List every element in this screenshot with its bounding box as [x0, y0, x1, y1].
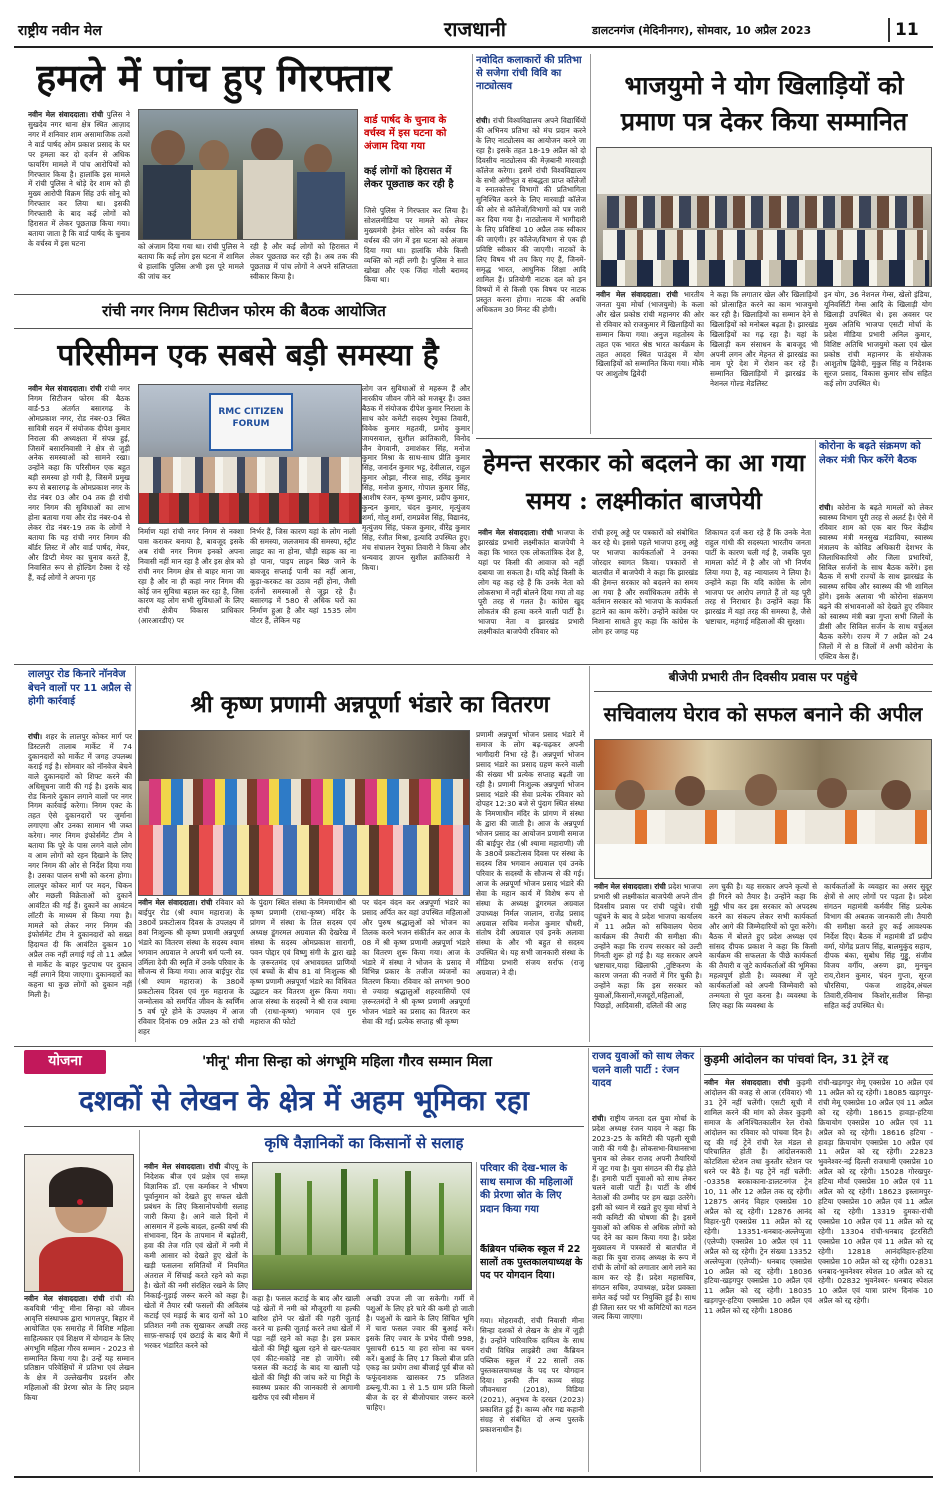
col-rule: [700, 1048, 701, 1472]
section-rule: [14, 1046, 933, 1047]
col-rule: [139, 1130, 140, 1472]
masthead: [0, 0, 945, 44]
a11-kicker: कैंब्रियन पब्लिक स्कूल में 22 सालों तक पुस्तकालयाध्यक्ष के पद पर योगदान दिया।: [480, 1244, 583, 1281]
bhandara-photo: [138, 730, 470, 896]
a5-column-3: शिकायत दर्ज करा रहे हैं कि उनके नेता राहुल गांधी की सदस्यता भारतीय जनता पार्टी के कारण चली गई है, जबकि पूरा मामला कोर्ट में है और जो भी निर्णय लिया गया है, वह न्यायालय ने लिया है। उन्होंने कहा कि यदि कांग्रेस के लोग भाजपा पर आरोप लगाते हैं तो यह पूरी तरह से निराधार है। उन्होंने कहा कि झारखंड में यहां तरह की समस्या है, जैसे भ्रष्टाचार, महंगाई महिलाओं की सुरक्षा।: [705, 528, 811, 627]
newspaper-logo: राष्ट्रीय नवीन मेल: [18, 23, 102, 39]
page-number: 11: [895, 20, 919, 40]
article-yoga-headline: भाजयुमो ने योग खिलाड़ियों को प्रमाण पत्र देकर किया सम्मानित: [620, 71, 908, 137]
vegetable-crop-photo: [252, 1162, 472, 1290]
col-rule: [135, 666, 136, 1042]
a10-kicker: 'मीनू' मीना सिन्हा को अंगभूमि महिला गौरव सम्मान मिला: [202, 1054, 492, 1070]
a13-column-2: रांची-खड़गपुर मेमू एक्सप्रेस 10 अप्रैल एवं 11 अप्रैल को रद्द रहेगी। 18085 खड़गपुर-रांची मेमू एक्सप्रेस 10 अप्रैल एवं 11 अप्रैल को रद्द रहेगी। 18615 हावड़ा-हटिया क्रियायोग एक्सप्रेस 10 अप्रैल एवं 11 अप्रैल को रद्द रहेगी। 18616 हटिया - हावड़ा क्रियायोग एक्सप्रेस 10 अप्रैल एवं 11 अप्रैल को रद्द रहेगी। 22823 भुवनेश्वर-नई दिल्ली राजधानी एक्सप्रेस 10 अप्रैल को रद्द रहेगी। 15028 गोरखपुर-हटिया मौर्या एक्सप्रेस 10 अप्रैल एवं 11 अप्रैल को रद्द रहेगी। 18623 इस्लामपुर-हटिया एक्सप्रेस 10 अप्रैल एवं 11 अप्रैल को रद्द रहेगी। 13319 दुमका-रांची एक्सप्रेस 10 अप्रैल एवं 11 अप्रैल को रद्द रहेगी। 13304 रांची-धनबाद इंटरसिटी एक्सप्रेस 10 अप्रैल एवं 11 अप्रैल को रद्द रहेगी। 12818 आनंदविहार-हटिया एक्सप्रेस 10 अप्रैल को रद्द रहेगी। 02831 धनबाद-भुवनेश्वर स्पेशल 10 अप्रैल को रद्द रहेगी। 02832 भुवनेश्वर- धनबाद स्पेशल 10 अप्रैल एवं यात्रा प्रारंभ दिनांक 10 अप्रैल को रद्द रहेगी।: [818, 1078, 933, 1306]
meena-sinha-portrait: [24, 1154, 134, 1292]
bjp-meeting-photo: [594, 739, 932, 879]
a1-side-head-1: वार्ड पार्षद के चुनाव के वर्चस्व में इस घटना को अंजाम दिया गया: [364, 115, 447, 152]
dateline: डालटनगंज (मेदिनीनगर), सोमवार, 10 अप्रैल 2023: [592, 24, 812, 37]
a6-body: रांची। कोरोना के बढ़ते मामलों को लेकर स्वास्थ्य विभाग पूरी तरह से अलर्ट है। ऐसे में रविवार शाम को एक बार फिर केंद्रीय स्वास्थ्य मंत्री मनसुख मंडाविया, स्वास्थ्य मंत्रालय के कोविड अधिकारी देशभर के जिलाधिकारियों और जिला प्रभारियों, सिविल सर्जनों के साथ बैठक करेंगे। इस बैठक में सभी राज्यों के साथ झारखंड के स्वास्थ्य सचिव और स्वास्थ्य की भी शामिल होंगे। इसके अलावा भी कोरोना संक्रमण बढ़ने की संभावनाओं को देखते हुए रविवार को स्वास्थ्य मंत्री बन्ना गुप्ता सभी जिलों के डीसी और सिविल सर्जन के साथ वर्चुअल बैठक करेंगे। राज्य में 7 अप्रैल को 24 जिलों में से 8 जिलों में अभी कोरोना के एक्टिव केस हैं।: [819, 503, 933, 660]
a1-column-2: को अंजाम दिया गया था। रांची पुलिस ने बताया कि कई लोग इस घटना में शामिल थे हालांकि पुलिस अभी इस पूरे मामले की जांच कर: [138, 242, 244, 281]
a10-column-1: नवीन मेल संवाददाता। रांची रांची की कवयित्री 'मीनू' मीना सिन्हा को जीवन आवृत्ति संस्थापक द्वारा भागलपुर, बिहार में आयोजित एक समारोह में विशिष्ट महिला साहित्यकार एवं शिक्षण में योगदान के लिए अंगभूमि महिला गौरव सम्मान - 2023 से सम्मानित किया गया है। उन्हें यह सम्मान प्रतिष्ठान परिवेक्षियों में प्रतिभा एवं लेखन के क्षेत्र में उल्लेखनीय प्रदर्शन और महिलाओं की प्रेरणा स्रोत के लिए प्रदान किया: [24, 1294, 134, 1403]
a8-column-2: के पुंदाग स्थित संस्था के निमणाधीन श्री कृष्ण प्रणामी (राधा-कृष्ण) मंदिर के प्रांगण में संस्था के तिल सदस्य एवं अध्यक्ष डूंगरमल अग्रवाल की देखरेख में संस्था के सदस्य ओमप्रकाश सारागी, पवन पोद्दार एवं विष्णु संगी के द्वारा खड़े के ज़रूरतमंद एवं अभावग्रस्त प्राणियों एवं बच्चों के बीच 81 वां निःशुल्क श्री कृष्ण प्रणामी अन्नपूर्णा भंडारे का विधिवत उद्घाटन कर वितरण शुरू किया गया। आज संस्था के सदस्यों ने श्री राज श्यामा जी (राधा-कृष्ण) भगवान एवं गुरु महाराज की फोटो: [250, 898, 356, 1027]
section-rule: [594, 691, 932, 692]
col-rule: [590, 54, 591, 434]
yoga-group-photo: [596, 147, 932, 287]
section-rule: [476, 438, 932, 439]
a1-column-3: रही है और कई लोगों को हिरासत में लेकर पूछताछ कर रही है। अब तक की पूछताछ में पांच लोगों ने अपने संलिप्तता स्वीकार किया है।: [250, 242, 358, 281]
article-drama-headline: नवोदित कलाकारों की प्रतिभा से सजेगा रांची विवि का नाट्योत्सव: [476, 55, 582, 92]
a8-headline: श्री कृष्ण प्रणामी अन्नपूर्णा भंडारे का वितरण: [190, 691, 550, 718]
a8-column-4: प्रणामी अन्नपूर्णा भोजन प्रसाद भंडारे में समाज के लोग बढ़-चढ़कर अपनी भागीदारी निभा रहे हैं। अन्नपूर्णा भोजन प्रसाद भंडारे का प्रसाद ग्रहण करने वाली की संख्या भी प्रत्येक सप्ताह बढ़ती जा रही है। प्रणामी निःशुल्क अन्नपूर्णा भोजन प्रसाद भंडारे की सेवा प्रत्येक रविवार को दोपहर 12:30 बजे से पुंदाग स्थित संस्था के निमणाधीन मंदिर के प्रांगण में संस्था के द्वारा की जाती है। आज के अन्नपूर्णा भोजन प्रसाद का आयोजन प्रणामी समाज की बाईपुर रोड (श्री श्यामा महाराणी) जी के 380वें प्रकटोत्सव दिवस पर संस्था के सदस्य शिव भगवान अग्रवाल एवं उनके परिवार के सदस्यों के सौजन्य से की गई। आज के अन्नपूर्णा भोजन प्रसाद भंडारे की सेवा के महान कार्य में विशेष रूप से संस्था के अध्यक्ष डूंगरमल अग्रवाल उपाध्यक्ष निर्मल जालान, राजेंद्र प्रसाद अग्रवाल सचिव मनोज कुमार चौधरी, संतोष देवी अग्रवाल एवं इनके अलावा संस्था के और भी बहुत से सदस्य उपस्थित थे। यह सभी जानकारी संस्था के मीडिया प्रभारी संजय सर्राफ (राजू अग्रवाल) ने दी।: [476, 730, 584, 978]
a9-column-2: लग चुकी है। यह सरकार अपने कृत्यों से ही गिरने को तैयार है। उन्होंने कहा कि मुट्ठी भीच कर इस सरकार को अपदस्थ करने का संकल्प लेकर सभी कार्यकर्ता और आगे की जिम्मेदारियों को पूरा करेंगे। बैठक में बोलते हुए प्रदेश अध्यक्ष एवं सांसद दीपक प्रकाश ने कहा कि किसी कार्यक्रम की सफलता के पीछे कार्यकर्ता की तैयारी व जुटे कार्यकर्ताओं की भूमिका महत्वपूर्ण होती है। व्यवस्था में जुटे कार्यकर्ताओं को अपनी जिम्मेवारी को तन्मयता से पूरा करना है। व्यवस्था के लिए कहा कि व्यवस्था के: [709, 882, 817, 1011]
col-rule: [588, 1048, 589, 1472]
a3-column-1: नवीन मेल संवाददाता। रांची भारतीय जनता युवा मोर्चा (भाजयुमो) के कला और खेल प्रकोष्ठ रांची महानगर की ओर से रविवार को राजकुमार में खिलाड़ियों का सम्मान किया गया। अनुज महतोस्य के तहत एक भारत श्रेष्ठ भारत कार्यक्रम के तहत आदरा स्थित पाउंड्स में योग खिलाड़ियों को सम्मानित किया गया। मौके पर आशुतोष द्विवेदी: [596, 290, 704, 379]
a12-headline: राजद युवाओं को साथ लेकर चलने वाली पार्टी : रंजन यादव: [592, 1051, 695, 1089]
section-rule: [704, 1074, 933, 1075]
section-rule: [24, 1126, 584, 1127]
col-rule: [589, 666, 590, 1042]
yojana-label: योजना: [24, 1050, 106, 1074]
a10-column-2: नवीन मेल संवाददाता। रांची बीएयू के निदेशक बीज एवं प्रक्षेत्र एवं सब्ज़ विज्ञानिक डॉ. एस कर्माकर ने भीषण पूर्वानुमान को देखते हुए सफल खेती प्रबंधन के लिए किसानोपयोगी सलाह जारी किया है। आने वाले दिनों में आसमान में हल्के बादल, हल्की वर्षा की संभावना, दिन के तापमान में बढ़ोतरी, हवा की तेज गति एवं खेतों में नमी में कमी आसार को देखते हुए खेतों के खड़ी फसलना समितियों में नियमित अंतराल में सिंचाई करते रहने को कहा है। खेतों की नमी संरक्षित रखने के लिए निकाई-गुड़ाई जरूर करने को कहा है। खेतों में तैयार रबी फसलों की अविलंब कटाई एवं मड़ाई के बाद दानों को 10 प्रतिशत नमी तक सुखाकर अच्छी तरह साफ़-सफाई एवं छटाई के बाद बैगों में भरकर भंडारित करने को: [144, 1162, 248, 1350]
a4-column-2: निर्माण यहां रांची नगर निगम से नक्शा पास कराकर बनाया है, बावजूद इसके अब रांची नगर निगम इनको अपना निवासी नहीं मान रहा है और इस क्षेत्र को रांची नगर निगम क्षेत्र से बाहर माना जा रहा है और ना ही कहां नगर निगम की कोई जन सुविधा बहाल कर रहा है, जिस कारण यह लोग सभी सुविधाओं के लिए रांची क्षेत्रीय विकास प्राधिकार (आरआरडीए) पर: [138, 527, 244, 626]
a9-column-3: कार्यकर्ताओं के व्यवहार का असर सुदूर क्षेत्रों से आए लोगों पर पड़ता है। प्रदेश संगठन महामंत्री कर्मवीर सिंह प्रत्येक विभाग की अबतक जानकारी ली। तैयारी की समीक्षा करते हुए कई आवश्यक निर्देश दिए। बैठक में महामंत्री डॉ प्रदीप वर्मा, योगेंद्र प्रताप सिंह, बालमुकुंद सहाय, दीपक बंका, सुबोध सिंह गुड्डू, संजीव विजय वर्गीय, अरुण झा, मुनचुन राय,रोशन कुमार, चंदन गुप्ता, सूरज चौरसिया, पंकज शाहदेव,अंचल तिवारी,रविनाथ किशोर,सतीश सिन्हा सहित कई उपस्थित थे।: [824, 882, 932, 1011]
section-rule: [14, 294, 472, 295]
a1-side-head-2: कई लोगों को हिरासत में लेकर पूछताछ कर रही है: [364, 166, 454, 190]
a12-body: रांची। राष्ट्रीय जनता दल युवा मोर्चा के प्रदेश अध्यक्ष रंजन यादव ने कहा कि 2023-25 के कमिटी की पहली सूची जारी की गयी है। लोकसभा-विधानसभा चुनाव को लेकर राजद अपनी तैयारियों में जुट गया है। युवा संगठन की रीढ़ होते हैं। हमारी पार्टी युवाओं को साथ लेकर चलने वाली पार्टी है। पार्टी के शीर्ष नेताओं की उम्मीद पर हम खड़ा उतरेंगे। इसी को ध्यान में रखते हुए युवा मोर्चा ने नयी कमिटी की घोषणा की है। इसमें युवाओं को अधिक से अधिक लोगों को पद देने का काम किया गया है। प्रदेश मुख्यालय में पत्रकारों से बातचीत में कहा कि युवा राजद अध्यक्ष के रूप में रांची के लोगों को लगातार आगे लाने का काम कर रहे हैं। प्रदेश महासचिव, संगठन सचिव, उपाध्यक्ष, प्रदेश प्रवक्ता समेत कई पदों पर नियुक्ति हुई है। साथ ही जिला स्तर पर भी कमिटियों का गठन जल्द किया जाएगा।: [592, 1114, 696, 1322]
a5-headline: हेमन्त सरकार को बदलने का आ गया समय : लक्ष्मीकांत बाजपेयी: [482, 448, 806, 516]
a4-column-4: लोग जन सुविधाओं से महरूम हैं और नारकीय जीवन जीने को मजबूर हैं। उक्त बैठक में संयोजक दीपेश कुमार निराला के साथ कोर कमेटी सदस्य रेणुका तिवारी, विवेक कुमार महतवी, प्रमोद कुमार जायसवाल, सुशील क्रांतिकारी, विनोद जैन वेगवानी, उमाशंकर सिंह, मनोज कुमार मिश्रा के साथ-साथ प्रीति कुमार सिंह, जनार्दन कुमार भट्ट, देवीलाल, राहुल कुमार ओझा, नीरज साह, रविंद्र कुमार सिंह, मनोज कुमार, गोपाल कुमार सिंह, आशीष रंजन, कृष्ण कुमार, प्रदीप कुमार, कुन्दन कुमार, चंदन कुमार, मृत्युंजय शर्मा, गोलू शर्मा, रामप्रवेश सिंह, विद्यानंद, मृत्युंजय सिंह, पंकज कुमार, वीरेंद्र कुमार सिंह, रंजीत मिश्रा, इत्यादि उपस्थित हुए। मंच संचालन रेणुका तिवारी ने किया और धन्यवाद ज्ञापन सुशील क्रांतिकारी ने किया।: [362, 384, 470, 572]
a7-headline: लालपुर रोड किनारे नॉनवेज बेचने वालों पर 11 अप्रैल से होगी कार्रवाई: [28, 669, 132, 707]
a8-column-3: पर चंदन वंदन कर अन्नपूर्णा भंडारे का प्रसाद अर्पित कर वहां उपस्थित महिलाओं और पुरुष श्रद्धालुओं को भोजन का तिलक करने भजन संकीर्तन कर आज के 08 में श्री कृष्ण प्रणामी अन्नपूर्णा भंडारे का वितरण शुरू किया गया। आज के भंडारे में संस्था ने भोजन के प्रसाद में विभिन्न प्रकार के तजीज व्यंजनों का वितरण किया। रविवार को लगभग 900 से ज्यादा श्रद्धालुओं शहरवासियों एवं ज़रूरतमंदों ने श्री कृष्ण प्रणामी अन्नपूर्णा भोजन भंडारे का प्रसाद का वितरण कर सेवा की गई। प्रत्येक सप्ताह श्री कृष्ण: [362, 898, 470, 1027]
a4-kicker: रांची नगर निगम सिटीजन फोरम की बैठक आयोजित: [102, 302, 386, 320]
section-name: राजधानी: [444, 17, 506, 41]
a5-column-1: नवीन मेल संवाददाता। रांची भाजपा के झारखंड प्रभारी लक्ष्मीकांत बाजपेयी ने कहा कि भारत एक लोकतांत्रिक देश है, यहां पर किसी की आवाज को नहीं दबाया जा सकता है। यदि कोई किसी के लोग यह कह रहे हैं कि उनके नेता को लोकसभा में नहीं बोलने दिया गया तो वह पूरी तरह से गलत है। कांग्रेस खुद लोकतंत्र की हत्या करने वाली पार्टी है। भाजपा नेता व झारखंड प्रभारी लक्ष्मीकांत बाजपेयी रविवार को: [478, 528, 584, 637]
masthead-rule: [14, 46, 933, 48]
a9-column-1: नवीन मेल संवाददाता। रांची प्रदेश भाजपा प्रभारी श्री लक्ष्मीकांत बाजपेयी अपने तीन दिवसीय प्रवास पर रांची पहुंचे। रांची पहुंचने के बाद वे प्रदेश भाजपा कार्यालय में 11 अप्रैल को सचिवालय घेराव कार्यक्रम की तैयारी की समीक्षा की। उन्होंने कहा कि राज्य सरकार को उल्टी गिनती शुरू हो गई है। यह सरकार अपने भ्रष्टाचार,यादा खिलाफी ,तुष्टिकरण के कारण जनता की नजरों में गिर चुकी है। उन्होंने कहा कि इस सरकार को युवाओं,किसानों,मजदूरों,महिलाओं, पिछड़ों, आदिवासी, दलितों की आह: [594, 882, 702, 1011]
a13-column-1: नवीन मेल संवाददाता। रांची कुड़मी आंदोलन की वजह से आज (रविवार) भी 31 ट्रेनें नहीं चलेंगी। एसटी सूची में शामिल करने की मांग को लेकर कुड़मी समाज के अनिश्चितकालीन रेल रोको आंदोलन का रविवार को पांचवा दिन है। रद्द की गई ट्रेनें रांची रेल मंडल से परिचालित होती हैं। आंदोलनकारी कोटशिला स्टेशन तथा कुस्तौर स्टेशन पर धरने पर बैठे हैं। यह ट्रेनें नहीं चलेंगी: -03358 बरकाकाना-डालटनगंज ट्रेन 10, 11 और 12 अप्रैल तक रद्द रहेगी। 12875 आनंद विहार एक्सप्रेस 10 अप्रैल को रद्द रहेगी। 12876 आनंद विहार-पुरी एक्सप्रेस 11 अप्रैल को रद्द रहेगी। 13351-धनबाद-अल्लेप्पुजा (एलेप्पी) एक्सप्रेस 10 अप्रैल एवं 11 अप्रैल को रद्द रहेगी। ट्रेन संख्या 13352 अल्लेप्पुजा (एलेप्पी)- धनबाद एक्सप्रेस 10 अप्रैल को रद्द रहेगी। 18036 हटिया-खड़गपुर एक्सप्रेस 10 अप्रैल एवं 11 अप्रैल को रद्द रहेगी। 18035 खड़गपुर-हटिया एक्सप्रेस 10 अप्रैल एवं 11 अप्रैल को रद्द रहेगी। 18086: [704, 1078, 812, 1316]
a4-headline: परिसीमन एक सबसे बड़ी समस्या है: [57, 338, 439, 373]
citizen-forum-photo: [138, 384, 362, 524]
a11-body: गया। मोहरावदी, रांची निवासी मीना सिन्हा दशकों से लेखन के क्षेत्र में जुड़ी हैं। उन्होंने पारिवारिक दायित्व के साथ रांची विधिन्न लाइब्रेरी तथा कैंब्रियन पब्लिक स्कूल में 22 सालों तक पुस्तकालयाध्यक्ष के पद पर योगदान दिया। इनकी तीन काव्य संग्रह जीवनधारा (2018), विडिया (2021), अनुभव के दरख्त (2023) प्रकाशित हुई हैं। काव्य और गद्य कहानी संग्रह से संबंधित दो अन्य पुस्तकें प्रकाशनाधीन हैं।: [480, 1316, 584, 1435]
bottom-rule: [14, 1476, 933, 1478]
a7-body: रांची। शहर के लालपुर कोकर मार्ग पर डिस्टलरी तालाब मार्केट में 74 दुकानदारों को मार्केट में जगह उपलब्ध कराई गई है। सोमवार को नॉनवेज बेचने वाले दुकानदारों को शिफ्ट करने की अधिसूचना जारी की गई है। इसके बाद रोड किनारे दुकान लगाने वालों पर नगर निगम कार्रवाई करेगा। निगम एक्ट के तहत ऐसे दुकानदारों पर जुर्माना लगाएगा और उनका सामान भी जब्त करेगा। नगर निगम इंफोर्समेंट टीम ने बताया कि पूरे के पास लगने वाले लोग व आम लोगों को रहन दिखाने के लिए नगर निगम की ओर से निर्देश दिया गया है। उसका पालन सभी को करना होगा। लालपुर कोकर मार्ग पर मदन, चिकन और मछली विक्रेताओं को दुकानें आवंटित की गई हैं। दुकानें का आवंटन लॉटरी के माध्यम से किया गया है। मामले को लेकर नगर निगम की इंफोर्समेंट टीम ने दुकानदारों को सख्त हिदायत दी कि आवंटित दुकान 10 अप्रैल तक नहीं लगाई गई तो 11 अप्रैल से मार्केट के बाहर फुटपाथ पर दुकान नहीं लगाने दिया जाएगा। दुकानदारों का कहना था कुछ लोगों को दुकान नहीं मिली है।: [28, 732, 132, 999]
a13-headline: कुड़मी आंदोलन का पांचवां दिन, 31 ट्रेनें रद्द: [704, 1052, 889, 1066]
a5-column-2: रांची हरमू अड्डे पर पत्रकारों को संबोधित कर रहे थे। इससे पहले भाजपा हरमू अड्डे पर भाजपा कार्यकर्ताओं ने उनका जोरदार स्वागत किया। पत्रकारों से बातचीत में बाजपेयी ने कहा कि झारखंड की हेमन्त सरकार को बदलने का समय आ गया है और सर्वाधिकतम तरीके से वर्तमान सरकार को भाजपा के कार्यकर्ता हटाने का काम करेंगे। उन्होंने कांग्रेस पर निशाना साधते हुए कहा कि कांग्रेस के लोग हर जगह यह: [592, 528, 698, 637]
a3-column-3: इन योग, 36 नेशनल गेम्स, खेलो इंडिया, यूनिवर्सिटी गेम्स आदि के खिलाड़ी योग खिलाड़ी उपस्थित थे। इस अवसर पर मुख्य अतिथि भाजपा एसटी मोर्चा के प्रदेश मीडिया प्रभारी अनिल कुमार, विशिष्ट अतिथि भाजयुमो कला एवं खेल प्रकोष्ठ रांची महानगर के संयोजक आशुतोष द्विवेदी, मुकुल सिंह व निदेशक सूरज प्रसाद, विकास कुमार सोंथ सहित कई लोग उपस्थित थे।: [824, 290, 932, 389]
a10-column-4: अच्छी उपज ली जा सकेगी। गर्मी में पशुओं के लिए हरे चारे की कमी हो जाती है। पशुओं के खाने के लिए सिंचित भूमि में चारा फसल ज्वार की बुआई करें। इसके लिए ज्वार के प्रभेद पीसी 998, पूसाचरी 615 या हरा सोना का चयन करें। बुआई के लिए 17 किलो बीज प्रति एकड़ का प्रयोग तथा बीजाई पूर्व बीज को फफूंदनाशक खासकर 75 प्रतिशत डब्ल्यू.पी.का 1 से 1.5 ग्राम प्रति किलो बीज के दर से बीजोपचार जरूर करने चाहिए।: [366, 1294, 474, 1413]
masthead-divider: [888, 18, 890, 42]
a9-kicker: बीजेपी प्रभारी तीन दिवसीय प्रवास पर पहुंचे: [668, 670, 858, 684]
a9-headline: सचिवालय घेराव को सफल बनाने की अपील: [603, 702, 923, 726]
a1-column-1: नवीन मेल संवाददाता। रांची पुलिस ने सुखदेव नगर थाना क्षेत्र स्थित आज़ाद नगर में शनिवार शाम असामाजिक तत्वों ने वार्ड पार्षद ओम प्रकाश प्रसाद के घर पर हमला कर दो दर्जन से अधिक फायरिंग मामले में पांच आरोपियों को गिरफ्तार किया है। हालांकि इस मामले में रांची पुलिस ने थोड़े देर शाम को ही मुख्य आरोपी विक्रम सिंह उर्फ सोनू को गिरफ्तार कर लिया था। इसकी गिरफ्तारी के बाद कई लोगों को हिरासत में लेकर पूछताछ किया गया। बताया जाता है कि वार्ड पार्षद के चुनाव के वर्चस्व में इस घटना: [28, 110, 130, 248]
a1-column-4: जिसे पुलिस ने गिरफ्तार कर लिया है। सोशलमीडिया पर मामले को लेकर मुख्यमंत्री हेमंत सोरेन को वर्चस्व कि वर्चस्व की जंग में इस घटना को अंजाम दिया गया था। हालांकि मौके किसी व्यक्ति को नहीं लगी है। पुलिस ने सात खोखा और एक जिंदा गोली बरामद किया था।: [364, 206, 468, 285]
col-rule: [815, 440, 816, 660]
a10-headline: दशकों से लेखन के क्षेत्र में अहम भूमिका रहा: [79, 1084, 529, 1117]
a11-headline: परिवार की देख-भाल के साथ समाज की महिलाओं की प्रेरणा स्रोत के लिए प्रदान किया गया: [480, 1163, 573, 1215]
col-rule: [472, 54, 473, 434]
a10-subhead: कृषि वैज्ञानिकों का किसानों से सलाह: [264, 1134, 464, 1152]
a10-column-3: कहा है। फसल कटाई के बाद और खाली पड़े खेतों में नमी को मौजूदगी या हल्की बारिश होने पर खेतों की गहरी जुताई करने या हल्की जुताई करने तथा खेतों में पड़ा नहीं रहने को कहा है। इस प्रकार खेतों की मिट्टी खुला रहने से खर-पतवार एवं कीट-मकोड़े नष्ट हो जायेंगे। रबी फसल की कटाई के बाद या खाली पड़े खेतों की मिट्टी की जांच करें या मिट्टी के स्वास्थ्य प्रकार की जानकारी से आगामी खरीफ एवं रबी मौसम में: [252, 1294, 360, 1403]
a8-column-1: नवीन मेल संवाददाता। रांची रविवार को बाईपुर रोड (श्री श्याम महाराज) के 380वें प्रकटोत्सव दिवस के उपलक्ष्य में 8वां निःशुल्क श्री कृष्ण प्रणामी अन्नपूर्णा भंडारे का वितरण संस्था के सदस्य श्याम भगवान अग्रवाल ने अपनी धर्म पत्नी स्व. उर्मिला देवी की स्मृति में उनके परिवार के सौजन्य से किया गया। आज बाईपुर रोड (श्री श्याम महाराज) के 380वें प्रकटोत्सव दिवस एवं गुरु महाराज के जन्मोत्सव को समर्पित जीवन के स्वर्णिम 5 वर्ष पूरे होने के उपलक्ष्य में आज रविवार दिनांक 09 अप्रैल 23 को रांची शहर: [138, 898, 244, 1036]
section-rule: [14, 328, 472, 329]
article-arrest-headline: हमले में पांच हुए गिरफ्तार: [36, 55, 392, 100]
a6-headline: कोरोना के बढ़ते संक्रमण को लेकर मंत्री फिर करेंगे बैठक: [819, 441, 921, 466]
a4-column-3: निर्भर हैं, जिस कारण यहां के लोग नाली की समस्या, जलजमाव की समस्या, स्ट्रीट लाइट का ना होना, चौड़ी सड़क का ना हो पाना, पाइप लाइन बिछ जाने के बावजूद सप्लाई पानी का नहीं आना, कूड़ा-करकट का उठाव नहीं होना, जैसी दर्जनों समस्याओं से जूझ रहे हैं। बसारगढ़ में 580 से अधिक घरों का निर्माण हुआ है और यहां 1535 लोग वोटर हैं, लेकिन यह: [250, 527, 356, 626]
a3-column-2: ने कहा कि लगातार खेल और खिलाड़ियों को प्रोत्साहित करने का काम भाजयुमो कर रही है। खिलाड़ियों का सम्मान देने से खिलाड़ियों को मनोबल बढ़ता है। झारखंड खिलाड़ियों का गढ़ रहा है। यहां के खिलाड़ी कम संसाधन के बावजूद भी अपनी लगन और मेहनत से झारखंड का नाम पूरे देश में रोशन कर रहे हैं। सम्मानित खिलाड़ियों में झारखंड के नेशनल गोल्ड मेडलिस्ट: [710, 290, 818, 389]
section-rule: [14, 664, 933, 665]
a4-column-1: नवीन मेल संवाददाता। रांची रांची नगर निगम सिटीजन फोरम की बैठक वार्ड-53 अंतर्गत बसारगढ़ के ओमप्रकाश नगर, रोड नंबर-03 स्थित सावित्री सदन में संयोजक दीपेश कुमार निराला की अध्यक्षता में संपन्न हुई, जिसमें बसारनिवासी ने क्षेत्र से जुड़ी अनेक समस्याओं को सामने रखा। उन्होंने कहा कि परिसीमन एक बहुत बड़ी समस्या हो गयी है, जिसमें प्रमुख रूप से बसारगढ़ के ओमप्रकाश नगर के रोड नंबर 03 और 04 तक ही रांची नगर निगम की सुविधाओं का लाभ होना बताया गया और रोड नंबर-04 से लेकर रोड नंबर-19 तक के लोगों ने बताया कि यह रांची नगर निगम की बॉर्डर लिस्ट में और वार्ड पार्षद, मेयर, और डिप्टी मेयर का चुनाव करते हैं, निवासित रूप से होल्डिंग टैक्स दे रहे हैं, कई लोगों ने अपना गृह: [28, 384, 130, 582]
col-rule: [476, 1162, 477, 1472]
article-drama-body: रांची। रांची विश्वविद्यालय अपने विद्यार्थियों की अभिनय प्रतिभा को मंच प्रदान करने के लिए नाट्योत्सव का आयोजन करने जा रहा है। इसके तहत 18-19 अप्रैल को दो दिवसीय नाट्योत्सव की मेज़बानी मारवाड़ी कॉलेज करेगा। इसमें रांची विश्वविद्यालय के सभी अंगीभूत व संबद्धता प्राप्त कॉलेजों व स्नातकोत्तर विभागों की प्रतिभागिता सुनिश्चित करने के लिए मारवाड़ी कॉलेज की ओर से कॉलेजों/विभागों को पत्र जारी कर दिया गया है। नाट्योत्सव में भागीदारी के लिए प्रविष्टियां 10 अप्रैल तक स्वीकार की जाएंगी। हर कॉलेज/विभाग से एक ही प्रविष्टि स्वीकार की जाएगी। नाटकों के लिए विषय भी तय किए गए हैं, जिनमें- समृद्ध भारत, आधुनिक शिक्षा आदि शामिल हैं। प्रतियोगी नाटक दल को इन विषयों में से किसी एक विषय पर नाटक प्रस्तुत करना होगा। नाटक की अवधि अधिकतम 30 मिनट की होगी।: [476, 116, 586, 314]
arrest-photo: [138, 109, 358, 240]
forum-banner-text: RMC CITIZEN FORUM: [218, 407, 284, 429]
